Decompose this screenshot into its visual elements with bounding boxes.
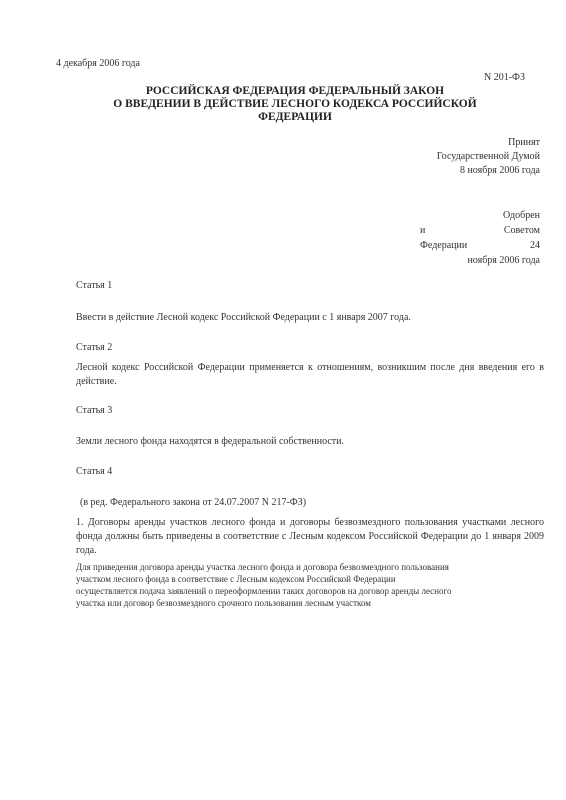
article-3-title: Статья 3	[76, 405, 113, 416]
adopted-line-2: Государственной Думой	[436, 151, 540, 162]
approved-conj: и	[420, 225, 426, 236]
article-1-title: Статья 1	[76, 280, 113, 291]
article-3-text: Земли лесного фонда находятся в федеральной собственности.	[76, 436, 344, 447]
approved-line-4: ноября 2006 года	[467, 255, 540, 266]
approved-row-1	[420, 208, 540, 223]
article-1-text: Ввести в действие Лесной кодекс Российской Федерации с 1 января 2007 года.	[76, 312, 411, 323]
law-title	[60, 85, 530, 124]
article-4-p2-line-2: участком лесного фонда в соответствие с Лесным кодексом Российской Федерации	[76, 574, 396, 584]
title-line-3: ФЕДЕРАЦИИ	[258, 111, 332, 123]
article-4-title: Статья 4	[76, 466, 113, 477]
adopted-line-3: 8 ноября 2006 года	[459, 165, 540, 176]
article-2-text: Лесной кодекс Российской Федерации применяется к отношениям, возникшим после дня введения его в действие.	[76, 362, 544, 387]
approved-block	[420, 208, 540, 268]
approved-row-2	[420, 223, 540, 238]
title-line-1: РОССИЙСКАЯ ФЕДЕРАЦИЯ ФЕДЕРАЛЬНЫЙ ЗАКОН	[145, 85, 445, 97]
law-number: N 201-ФЗ	[484, 72, 525, 83]
approved-line-1: Одобрен	[502, 210, 540, 221]
approved-line-3a: Федерации	[420, 240, 468, 251]
article-2-title: Статья 2	[76, 342, 113, 353]
article-4-p2-line-1: Для приведения договора аренды участка лесного фонда и договора безвозмездного пользования	[76, 562, 449, 572]
article-4-paragraph-1: 1. Договоры аренды участков лесного фонда и договоры безвозмездного пользования участками лесного фонда должны быть приведены в соответствие с Лесным кодексом Российской Федерации до 1 января 2009 года.	[76, 517, 544, 556]
adopted-block	[300, 136, 540, 178]
law-date: 4 декабря 2006 года	[56, 58, 140, 69]
approved-row-3	[420, 238, 540, 253]
title-line-2: О ВВЕДЕНИИ В ДЕЙСТВИЕ ЛЕСНОГО КОДЕКСА РОССИЙСКОЙ	[113, 98, 477, 110]
approved-row-4	[420, 253, 540, 268]
article-4-p2-line-3: осуществляется подача заявлений о переоформлении таких договоров на договор аренды лесного	[76, 586, 452, 596]
approved-line-2: Советом	[503, 225, 540, 236]
article-4-paragraph-2	[76, 561, 546, 609]
approved-line-3b: 24	[530, 240, 540, 251]
article-4-p2-line-4: участка или договор безвозмездного срочного пользования лесным участком	[76, 598, 371, 608]
article-4-edition: (в ред. Федерального закона от 24.07.2007 N 217-ФЗ)	[80, 497, 307, 508]
adopted-line-1: Принят	[508, 137, 540, 148]
